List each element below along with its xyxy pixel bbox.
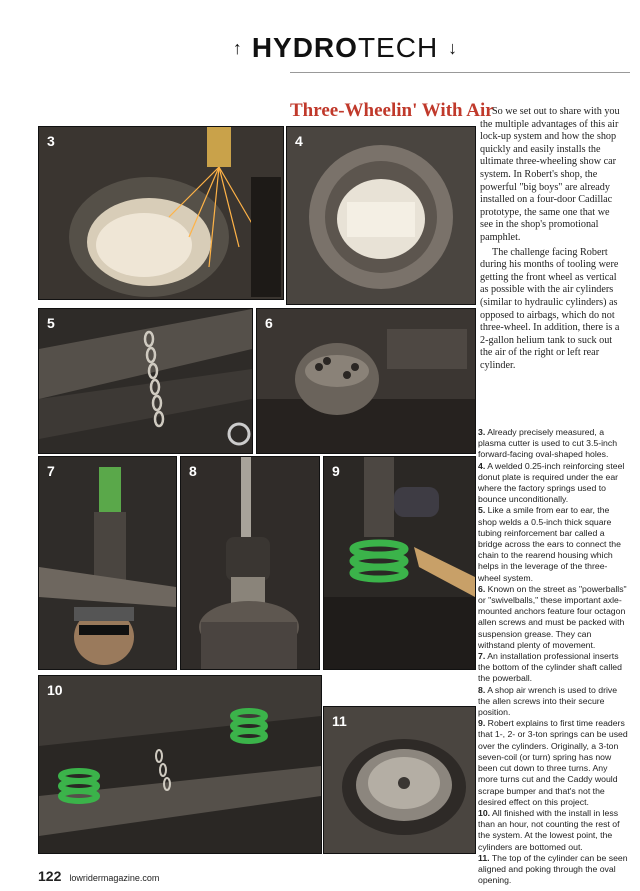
photo-3-image [39, 127, 283, 299]
photo-10-image [39, 676, 321, 853]
photo-7-image [39, 457, 176, 669]
caption-10: 10. All finished with the install in less than an hour, not counting the rest of the system. At the lowest point, the cylinders are bottomed out. [478, 807, 620, 852]
photo-number: 3 [47, 133, 55, 149]
photo-8-image [181, 457, 319, 669]
photo-number: 9 [332, 463, 340, 479]
page-number: 122 [38, 868, 62, 884]
caption-9: 9. Robert explains to first time readers that 1-, 2- or 3-ton springs can be used over the cylinders. Originally, a 3-ton seven-coil (or turn) spring has now been cut down to three turns. Any more turns cut and the Caddy would scrape bumper and that's not the desired effect on this project. [478, 718, 628, 807]
section-header [220, 30, 470, 66]
caption-7: 7. An installation professional inserts the bottom of the cylinder shaft called the powerball. [478, 651, 622, 684]
arrow-up-icon: ↑ [232, 37, 242, 58]
photo-number: 6 [265, 315, 273, 331]
body-paragraph: So we set out to share with you the multiple advantages of this air lock-up system and how the shop quickly and easily installs the ultimate three-wheeling show car system. In Robert's shop, the powerful "big boys" are already installed on a four-door Cadillac prototype, the same one that we see in the shop's promotional pamphlet. [480, 106, 620, 243]
photo-captions [478, 427, 628, 886]
photo-6-image [257, 309, 475, 453]
photo-number: 11 [332, 713, 347, 729]
section-title: Three-Wheelin' With Air [290, 100, 494, 121]
article-body [480, 106, 620, 372]
photo-7 [38, 456, 177, 670]
photo-number: 10 [47, 682, 63, 698]
photo-3 [38, 126, 284, 300]
caption-11: 11. The top of the cylinder can be seen aligned and poking through the oval opening. [478, 852, 628, 886]
photo-9-image [324, 457, 475, 669]
header-title-light: TECH [357, 32, 439, 63]
body-paragraph: The challenge facing Robert during his months of tooling were getting the front wheel as vertical as possible with the air cylinders (similar to hydraulic cylinders) as opposed to airbags, which do not three-wheel. In addition, there is a 2-gallon helium tank to suck out the air of the right or left rear cylinder. [480, 246, 620, 371]
photo-8 [180, 456, 320, 670]
photo-5 [38, 308, 253, 454]
photo-10 [38, 675, 322, 854]
caption-3: 3. Already precisely measured, a plasma cutter is used to cut 3.5-inch forward-facing oval-shaped holes. [478, 427, 618, 460]
arrow-down-icon: ↓ [448, 37, 458, 58]
photo-number: 7 [47, 463, 55, 479]
photo-4 [286, 126, 476, 305]
page-footer [38, 868, 159, 884]
caption-5: 5. Like a smile from ear to ear, the shop welds a 0.5-inch thick square tubing reinforcement bar called a bridge across the ears to connect the chain to the rearend housing which helps in the leverage of the three-wheel system. [478, 505, 621, 583]
photo-5-image [39, 309, 252, 453]
header-title-bold: HYDRO [251, 32, 358, 63]
photo-11 [323, 706, 476, 854]
photo-number: 8 [189, 463, 197, 479]
header-title [252, 32, 438, 64]
header-divider [290, 72, 630, 73]
photo-number: 4 [295, 133, 303, 149]
photo-6 [256, 308, 476, 454]
caption-4: 4. A welded 0.25-inch reinforcing steel donut plate is required under the ear where the factory springs used to bounce unconditionally. [478, 460, 625, 505]
caption-8: 8. A shop air wrench is used to drive the allen screws into their secure position. [478, 684, 618, 718]
caption-6: 6. Known on the street as "powerballs" or "swivelballs," these important axle-mounted anchors feature four octagon allen screws and must be packed with suspension grease. They can withstand plenty of movement. [478, 583, 627, 650]
photo-4-image [287, 127, 475, 304]
photo-9 [323, 456, 476, 670]
site-url: lowridermagazine.com [69, 873, 160, 883]
photo-number: 5 [47, 315, 55, 331]
